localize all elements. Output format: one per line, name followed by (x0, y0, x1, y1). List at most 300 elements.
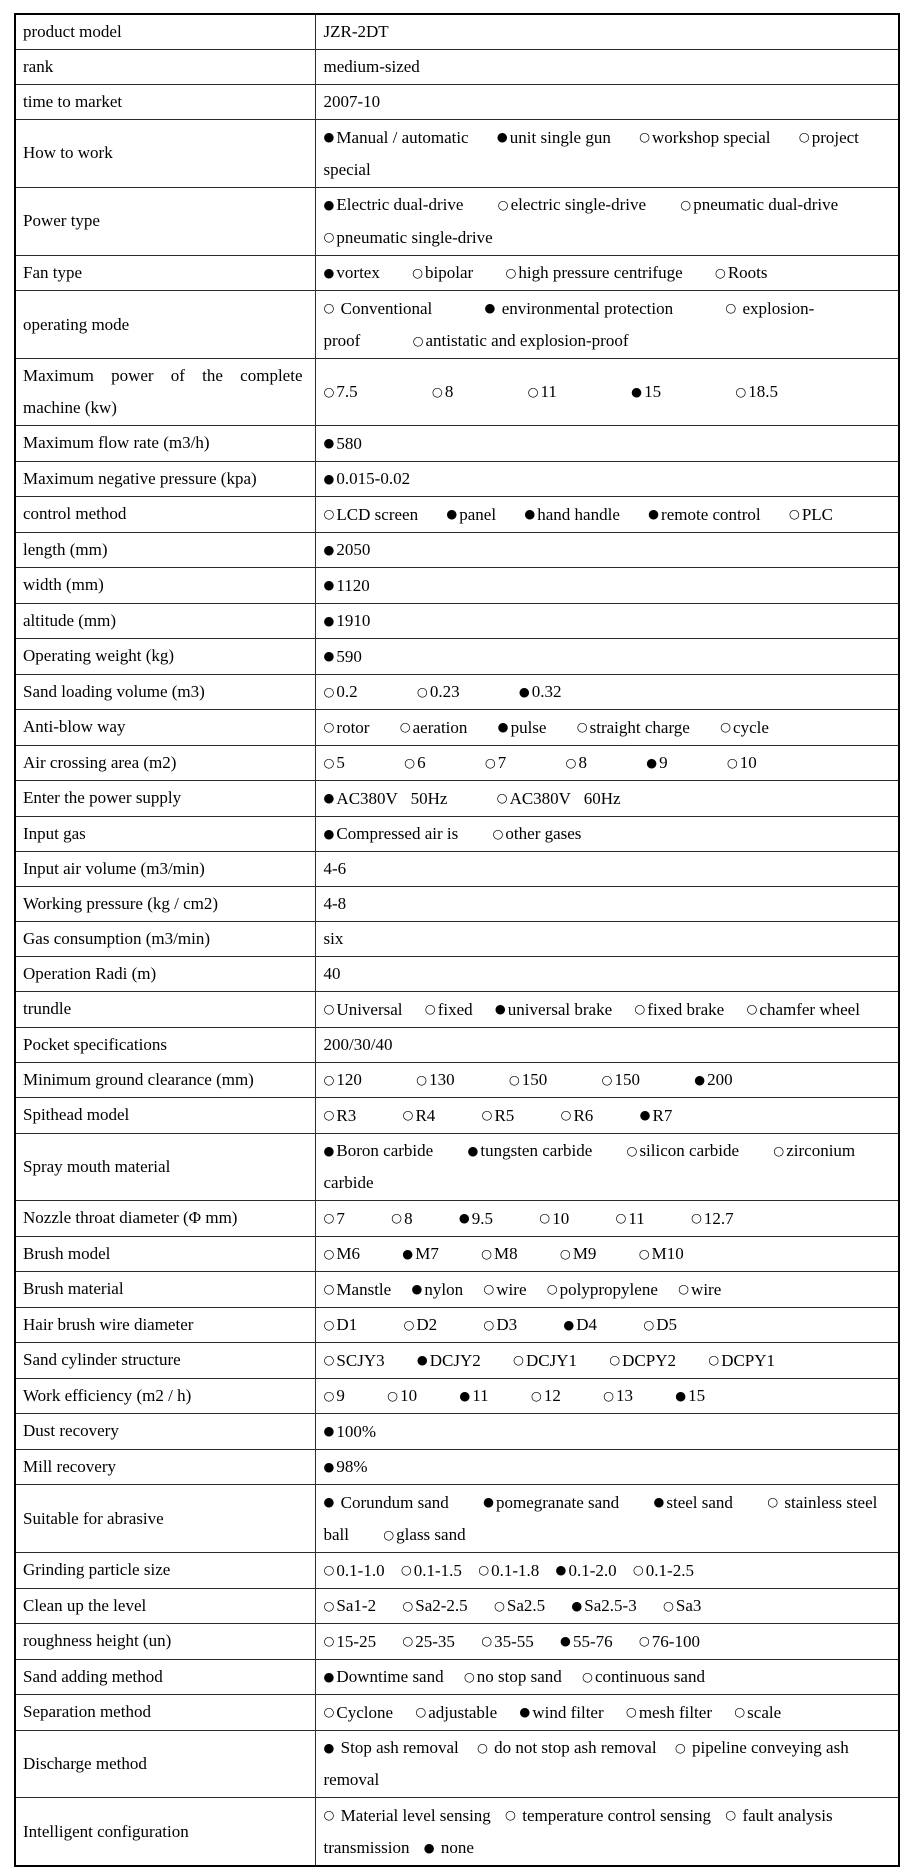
open-bullet-icon: ○ (638, 1245, 650, 1261)
spec-label: width (mm) (15, 568, 315, 604)
filled-bullet-icon: ● (323, 790, 335, 805)
option-label: 4-8 (323, 894, 347, 913)
spec-label: Clean up the level (15, 1588, 315, 1624)
option-label: stainless steel ball (323, 1492, 878, 1544)
spec-option (324, 1280, 392, 1299)
option-label: 0.2 (336, 682, 358, 701)
spec-option (602, 1070, 640, 1089)
spec-value (315, 745, 899, 781)
spec-row (15, 1553, 899, 1589)
spec-value (315, 1553, 899, 1589)
spec-value (315, 1236, 899, 1272)
spec-value (315, 120, 899, 188)
open-bullet-icon: ○ (634, 1001, 646, 1016)
spec-label: control method (15, 497, 315, 533)
filled-bullet-icon: ● (323, 1458, 335, 1474)
option-label: fixed (437, 999, 473, 1019)
open-bullet-icon: ○ (714, 264, 726, 280)
open-bullet-icon: ○ (527, 383, 539, 399)
spec-option (324, 1493, 449, 1512)
spec-row (15, 255, 899, 291)
spec-option (400, 718, 468, 737)
spec-option (547, 1280, 658, 1299)
spec-value (315, 1027, 899, 1062)
filled-bullet-icon: ● (518, 683, 530, 699)
spec-row (15, 1695, 899, 1731)
spec-row (15, 674, 899, 710)
filled-bullet-icon: ● (467, 1142, 479, 1158)
option-label: 1910 (336, 611, 371, 630)
spec-row (15, 922, 899, 957)
option-label: M8 (494, 1244, 518, 1263)
open-bullet-icon: ○ (609, 1352, 621, 1367)
open-bullet-icon: ○ (403, 1316, 415, 1332)
option-label: 7 (497, 753, 507, 772)
open-bullet-icon: ○ (674, 1739, 686, 1755)
open-bullet-icon: ○ (412, 264, 424, 280)
spec-row (15, 603, 899, 639)
filled-bullet-icon: ● (458, 1210, 470, 1225)
filled-bullet-icon: ● (323, 648, 335, 663)
spec-label: Hair brush wire diameter (15, 1307, 315, 1343)
option-label: 10 (552, 1208, 570, 1228)
option-label: pneumatic dual-drive (693, 195, 839, 214)
open-bullet-icon: ○ (690, 1210, 702, 1225)
spec-row (15, 1027, 899, 1062)
spec-option (324, 299, 433, 318)
open-bullet-icon: ○ (626, 1142, 638, 1158)
filled-bullet-icon: ● (446, 506, 458, 521)
option-label: Sa1-2 (336, 1596, 377, 1615)
spec-option (639, 1244, 684, 1263)
spec-label: Sand cylinder structure (15, 1343, 315, 1379)
spec-row (15, 1133, 899, 1201)
option-label: 0.32 (531, 682, 562, 701)
option-label: straight charge (589, 717, 690, 737)
spec-value (315, 1062, 899, 1098)
option-label: 15-25 (336, 1631, 377, 1651)
option-label: polypropylene (559, 1279, 658, 1299)
spec-option (417, 1351, 481, 1370)
spec-value (315, 887, 899, 922)
option-label: 10 (400, 1386, 418, 1405)
spec-value (315, 957, 899, 992)
open-bullet-icon: ○ (476, 1739, 488, 1755)
filled-bullet-icon: ● (402, 1245, 414, 1261)
spec-option (404, 753, 425, 772)
open-bullet-icon: ○ (323, 1107, 335, 1122)
option-label: pipeline conveying ash removal (323, 1738, 849, 1789)
filled-bullet-icon: ● (323, 196, 335, 212)
open-bullet-icon: ○ (400, 1562, 412, 1577)
option-label: 0.1-1.0 (336, 1560, 385, 1580)
spec-label: Brush material (15, 1272, 315, 1308)
spec-label: Spray mouth material (15, 1133, 315, 1201)
spec-option (566, 753, 587, 772)
spec-option (556, 1561, 617, 1580)
option-label: silicon carbide (639, 1141, 740, 1160)
open-bullet-icon: ○ (483, 1281, 495, 1296)
option-label: 1120 (336, 575, 370, 595)
option-label: Sa2-2.5 (415, 1596, 468, 1615)
spec-option (459, 1386, 488, 1405)
spec-row (15, 781, 899, 817)
spec-row (15, 120, 899, 188)
option-label: bipolar (425, 263, 474, 282)
spec-option (324, 718, 370, 737)
open-bullet-icon: ○ (478, 1562, 490, 1577)
filled-bullet-icon: ● (563, 1316, 575, 1332)
spec-option (324, 859, 347, 878)
spec-value (315, 497, 899, 533)
spec-option (678, 1280, 721, 1299)
spec-option (324, 682, 358, 701)
spec-option (485, 753, 506, 772)
option-label: 11 (628, 1208, 645, 1228)
spec-value (315, 603, 899, 639)
open-bullet-icon: ○ (402, 1107, 414, 1122)
spec-label: Anti-blow way (15, 710, 315, 746)
open-bullet-icon: ○ (773, 1142, 785, 1158)
spec-label: Enter the power supply (15, 781, 315, 817)
spec-value (315, 639, 899, 675)
filled-bullet-icon: ● (524, 506, 536, 521)
spec-value (315, 674, 899, 710)
option-label: Manstle (336, 1279, 392, 1299)
spec-option (485, 299, 674, 318)
spec-option (324, 92, 381, 111)
open-bullet-icon: ○ (323, 1704, 335, 1719)
spec-option (324, 1596, 377, 1615)
spec-option (734, 1703, 781, 1722)
spec-row (15, 639, 899, 675)
option-label: 0.23 (429, 682, 460, 701)
spec-row (15, 1343, 899, 1379)
spec-option (324, 1457, 368, 1476)
open-bullet-icon: ○ (513, 1352, 524, 1367)
spec-option (403, 1106, 436, 1125)
open-bullet-icon: ○ (746, 1001, 758, 1016)
filled-bullet-icon: ● (323, 541, 335, 557)
spec-option (324, 1244, 361, 1263)
option-label: M6 (336, 1244, 361, 1263)
option-label: Sa3 (675, 1596, 702, 1615)
spec-option (481, 1244, 518, 1263)
filled-bullet-icon: ● (571, 1597, 583, 1613)
option-label: 18.5 (748, 382, 778, 402)
option-label: Sa2.5-3 (584, 1596, 637, 1615)
option-label: JZR-2DT (323, 22, 389, 41)
spec-option (633, 1561, 694, 1580)
spec-option (691, 1209, 734, 1228)
spec-value (315, 1659, 899, 1695)
spec-option (481, 1632, 534, 1651)
option-label: 98% (336, 1457, 368, 1476)
spec-row (15, 497, 899, 533)
spec-value (315, 426, 899, 462)
spec-row (15, 291, 899, 359)
option-label: aeration (412, 717, 468, 737)
spec-option (324, 1209, 345, 1228)
filled-bullet-icon: ● (323, 1668, 335, 1684)
spec-option (539, 1209, 569, 1228)
option-label: Compressed air is (336, 824, 459, 843)
spec-option (324, 964, 341, 983)
filled-bullet-icon: ● (323, 1494, 335, 1509)
spec-value (315, 1133, 899, 1201)
spec-label: Input air volume (m3/min) (15, 852, 315, 887)
spec-label: Discharge method (15, 1730, 315, 1798)
open-bullet-icon: ○ (323, 683, 335, 699)
spec-option (495, 1000, 612, 1019)
filled-bullet-icon: ● (560, 1633, 571, 1648)
filled-bullet-icon: ● (675, 1387, 687, 1403)
spec-label: Grinding particle size (15, 1553, 315, 1589)
spec-option (324, 1106, 357, 1125)
filled-bullet-icon: ● (483, 1494, 494, 1509)
option-label: 6 (417, 753, 426, 772)
filled-bullet-icon: ● (323, 577, 335, 592)
open-bullet-icon: ○ (508, 1071, 520, 1087)
spec-option (680, 195, 838, 214)
open-bullet-icon: ○ (323, 1807, 335, 1822)
option-label: Boron carbide (336, 1141, 434, 1160)
option-label: D2 (416, 1315, 438, 1334)
option-label: Electric dual-drive (336, 195, 464, 214)
spec-label: trundle (15, 992, 315, 1028)
spec-value (315, 85, 899, 120)
spec-value (315, 710, 899, 746)
open-bullet-icon: ○ (726, 754, 738, 770)
option-label: R7 (652, 1105, 673, 1125)
open-bullet-icon: ○ (725, 300, 737, 315)
spec-option (387, 1386, 417, 1405)
open-bullet-icon: ○ (323, 1633, 335, 1648)
open-bullet-icon: ○ (576, 719, 588, 734)
spec-value (315, 1695, 899, 1731)
open-bullet-icon: ○ (323, 1001, 335, 1016)
spec-option (497, 789, 621, 808)
spec-option (482, 1106, 515, 1125)
option-label: 200/30/40 (323, 1034, 393, 1054)
option-label: fixed brake (647, 999, 725, 1019)
open-bullet-icon: ○ (496, 790, 508, 805)
spec-label: Operation Radi (m) (15, 957, 315, 992)
open-bullet-icon: ○ (391, 1210, 403, 1225)
spec-label: roughness height (un) (15, 1624, 315, 1660)
spec-option (639, 128, 770, 147)
option-label: project special (323, 127, 859, 179)
spec-option (563, 1315, 597, 1334)
spec-label: Work efficiency (m2 / h) (15, 1378, 315, 1414)
spec-value (315, 1730, 899, 1798)
filled-bullet-icon: ● (323, 1423, 335, 1438)
option-label: 11 (472, 1386, 489, 1405)
spec-option (324, 505, 419, 524)
spec-option (416, 1070, 454, 1089)
option-label: six (323, 929, 344, 948)
spec-label: altitude (mm) (15, 603, 315, 639)
option-label: universal brake (507, 999, 613, 1019)
spec-option (324, 1738, 459, 1757)
filled-bullet-icon: ● (323, 1739, 335, 1755)
spec-label: Working pressure (kg / cm2) (15, 887, 315, 922)
open-bullet-icon: ○ (481, 1245, 493, 1261)
spec-row (15, 1272, 899, 1308)
option-label: cycle (733, 717, 769, 737)
spec-option (324, 434, 362, 453)
spec-option (509, 1070, 547, 1089)
open-bullet-icon: ○ (323, 1281, 335, 1296)
spec-option (626, 1703, 712, 1722)
open-bullet-icon: ○ (582, 1668, 593, 1684)
option-label: R6 (573, 1105, 594, 1125)
open-bullet-icon: ○ (483, 1316, 495, 1332)
spec-label: Intelligent configuration (15, 1798, 315, 1867)
spec-option (402, 1632, 455, 1651)
spec-option (402, 1596, 467, 1615)
open-bullet-icon: ○ (323, 754, 335, 770)
open-bullet-icon: ○ (493, 1597, 505, 1613)
spec-option (415, 1703, 497, 1722)
option-label: D1 (336, 1315, 358, 1334)
option-label: Cyclone (336, 1702, 394, 1722)
option-label: 5 (336, 753, 345, 772)
open-bullet-icon: ○ (735, 383, 747, 399)
spec-option (324, 195, 464, 214)
option-label: 0.015-0.02 (336, 469, 411, 488)
spec-value (315, 359, 899, 426)
spec-value (315, 1098, 899, 1134)
filled-bullet-icon: ● (646, 754, 658, 770)
filled-bullet-icon: ● (497, 719, 509, 734)
spec-option (324, 1315, 358, 1334)
spec-label: length (mm) (15, 532, 315, 568)
filled-bullet-icon: ● (648, 506, 660, 521)
spec-row (15, 1624, 899, 1660)
spec-label: Mill recovery (15, 1449, 315, 1485)
spec-value (315, 1414, 899, 1450)
option-label: medium-sized (323, 57, 420, 76)
option-label: mesh filter (638, 1702, 712, 1722)
spec-row (15, 187, 899, 255)
open-bullet-icon: ○ (323, 383, 335, 399)
option-label: R5 (494, 1105, 515, 1125)
open-bullet-icon: ○ (484, 754, 496, 770)
spec-option (571, 1596, 636, 1615)
open-bullet-icon: ○ (492, 825, 504, 841)
open-bullet-icon: ○ (323, 506, 335, 521)
option-label: Manual / automatic (336, 127, 469, 147)
filled-bullet-icon: ● (323, 129, 335, 144)
spec-row (15, 50, 899, 85)
option-label: 580 (336, 433, 362, 453)
option-label: D4 (576, 1315, 598, 1334)
option-label: R4 (415, 1105, 436, 1125)
option-label: PLC (801, 504, 834, 524)
option-label: DCJY2 (429, 1350, 481, 1370)
option-label: vortex (336, 263, 380, 282)
filled-bullet-icon: ● (494, 1001, 506, 1016)
spec-row (15, 710, 899, 746)
spec-row (15, 1730, 899, 1798)
spec-value (315, 1307, 899, 1343)
spec-label: Air crossing area (m2) (15, 745, 315, 781)
open-bullet-icon: ○ (725, 1807, 737, 1822)
spec-option (324, 1141, 434, 1160)
spec-value (315, 532, 899, 568)
open-bullet-icon: ○ (734, 1704, 746, 1719)
spec-row (15, 1307, 899, 1343)
option-label: 55-76 (572, 1631, 613, 1651)
open-bullet-icon: ○ (530, 1387, 542, 1403)
spec-option (560, 1244, 597, 1263)
spec-option (411, 1280, 463, 1299)
spec-option (694, 1070, 732, 1089)
option-label: 35-55 (494, 1631, 534, 1651)
spec-label: Maximum power of the complete machine (kw) (15, 359, 315, 426)
spec-option (324, 228, 493, 247)
spec-label: Sand adding method (15, 1659, 315, 1695)
open-bullet-icon: ○ (601, 1071, 613, 1087)
spec-option (324, 1035, 393, 1054)
spec-value (315, 461, 899, 497)
option-label: 12 (543, 1386, 561, 1405)
spec-option (634, 1000, 724, 1019)
spec-option (640, 1106, 673, 1125)
open-bullet-icon: ○ (798, 129, 810, 144)
spec-option (477, 1738, 657, 1757)
option-label: none (436, 1838, 474, 1857)
open-bullet-icon: ○ (680, 196, 692, 212)
option-label: 0.1-1.8 (491, 1560, 540, 1580)
open-bullet-icon: ○ (565, 754, 577, 770)
spec-row (15, 992, 899, 1028)
spec-row (15, 568, 899, 604)
spec-option (324, 894, 347, 913)
option-label: scale (747, 1702, 782, 1722)
option-label: 7.5 (336, 382, 358, 402)
option-label: 130 (429, 1070, 455, 1089)
filled-bullet-icon: ● (323, 435, 335, 450)
spec-option (708, 1351, 775, 1370)
spec-row (15, 957, 899, 992)
option-label: no stop sand (476, 1667, 562, 1686)
spec-row (15, 1236, 899, 1272)
open-bullet-icon: ○ (402, 1597, 414, 1613)
spec-value (315, 291, 899, 359)
spec-label: product model (15, 14, 315, 50)
open-bullet-icon: ○ (383, 1526, 395, 1542)
spec-option (663, 1596, 701, 1615)
option-label: 200 (707, 1070, 733, 1089)
option-label: glass sand (396, 1525, 466, 1544)
spec-row (15, 1098, 899, 1134)
option-label: remote control (661, 504, 761, 524)
option-label: environmental protection (497, 298, 674, 318)
option-label: AC380V 50Hz (336, 788, 448, 808)
spec-option (505, 1806, 711, 1825)
option-label: fault analysis transmission (323, 1805, 833, 1857)
option-label: 8 (444, 382, 454, 402)
option-label: 12.7 (703, 1208, 734, 1228)
option-label: 0.1-2.0 (568, 1560, 617, 1580)
open-bullet-icon: ○ (412, 332, 424, 348)
open-bullet-icon: ○ (481, 1107, 493, 1122)
option-label: 4-6 (323, 859, 347, 878)
open-bullet-icon: ○ (505, 264, 517, 280)
open-bullet-icon: ○ (625, 1704, 637, 1719)
